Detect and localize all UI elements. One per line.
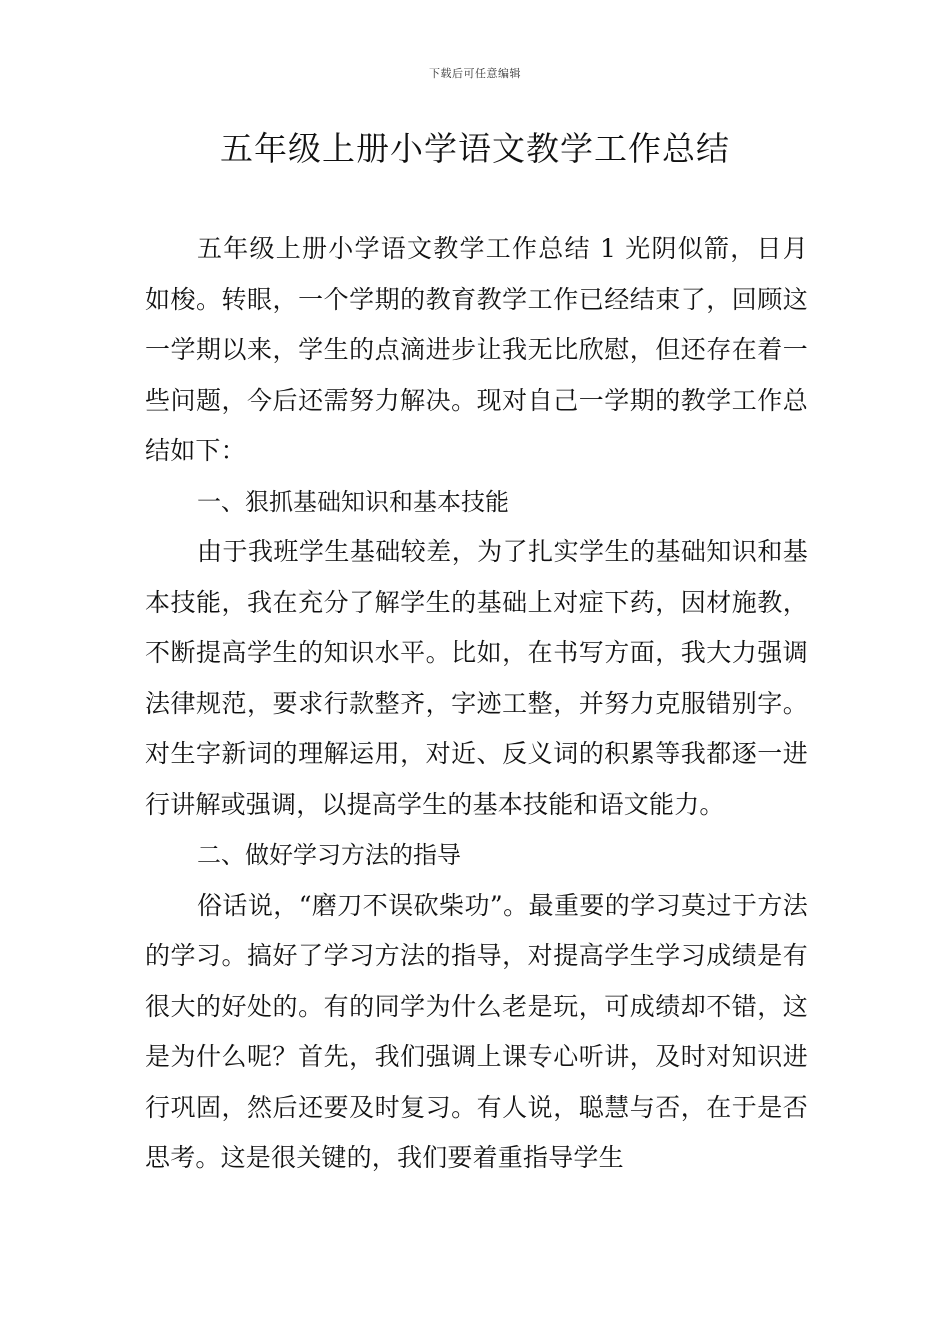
section-2-paragraph: 俗话说，“磨刀不误砍柴功”。最重要的学习莫过于方法的学习。搞好了学习方法的指导，对提高学生学习成绩是有很大的好处的。有的同学为什么老是玩，可成绩却不错，这是为什么呢？首先，我们强调上课专心听讲，及时对知识进行巩固，然后还要及时复习。有人说，聪慧与否，在于是否思考。这是很关键的，我们要着重指导学生 (145, 890, 808, 1172)
document-title: 五年级上册小学语文教学工作总结 (220, 129, 730, 168)
intro-paragraph: 五年级上册小学语文教学工作总结 1 光阴似箭，日月如梭。转眼，一个学期的教育教学工作已经结束了，回顾这一学期以来，学生的点滴进步让我无比欣慰，但还存在着一些问题，今后还需努力解决。现对自己一学期的教学工作总结如下： (145, 234, 808, 465)
header-note: 下载后可任意编辑 (429, 67, 521, 80)
section-1-paragraph: 由于我班学生基础较差，为了扎实学生的基础知识和基本技能，我在充分了解学生的基础上对症下药，因材施教，不断提高学生的知识水平。比如，在书写方面，我大力强调法律规范，要求行款整齐，字迹工整，并努力克服错别字。对生字新词的理解运用，对近、反义词的积累等我都逐一进行讲解或强调，以提高学生的基本技能和语文能力。 (145, 537, 808, 819)
section-heading-1: 一、狠抓基础知识和基本技能 (197, 487, 509, 516)
section-heading-2: 二、做好学习方法的指导 (197, 841, 461, 869)
document-body (145, 224, 808, 1184)
